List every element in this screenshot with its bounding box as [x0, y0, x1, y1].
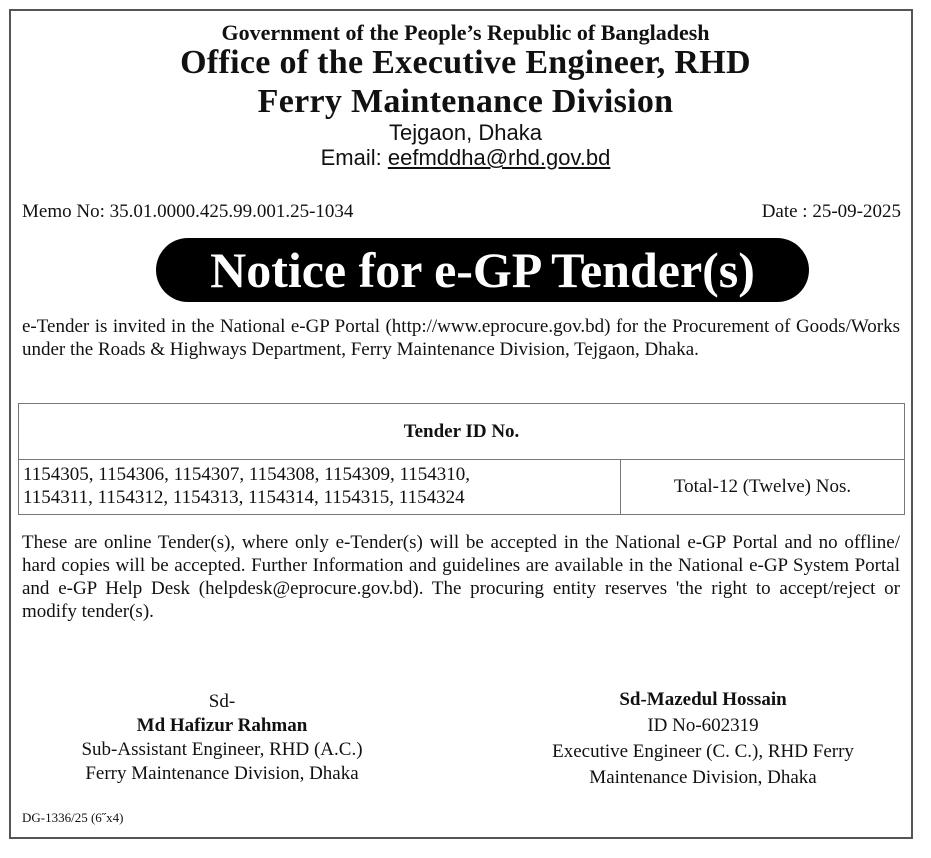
government-heading: Government of the People’s Republic of Bangladesh: [221, 20, 710, 45]
tender-table-header: Tender ID No.: [19, 404, 904, 460]
email-line: [0, 145, 931, 171]
location-text: Tejgaon, Dhaka: [389, 120, 542, 145]
tender-table: [18, 403, 905, 515]
email-label: Email:: [320, 145, 388, 170]
office-heading: Office of the Executive Engineer, RHD: [180, 44, 751, 81]
signatory-designation: Executive Engineer (C. C.), RHD Ferry: [552, 741, 854, 762]
tender-id-line: 1154311, 1154312, 1154313, 1154314, 1154315, 1154324: [23, 487, 465, 508]
tender-id-line: 1154305, 1154306, 1154307, 1154308, 1154309, 1154310,: [23, 464, 471, 485]
memo-number: Memo No: 35.01.0000.425.99.001.25-1034: [22, 201, 354, 222]
intro-paragraph: e-Tender is invited in the National e-GP Portal (http://www.eprocure.gov.bd) for the Procurement of Goods/Works under the Roads & Highways Department, Ferry Maintenance Division, Tejgaon, Dhaka.: [22, 316, 900, 360]
signatory-id: ID No-602319: [647, 715, 759, 736]
signatory-left: [22, 690, 422, 786]
tender-id-list: [19, 460, 621, 514]
signatory-office: Maintenance Division, Dhaka: [589, 767, 817, 788]
online-tender-paragraph: These are online Tender(s), where only e-Tender(s) will be accepted in the National e-GP Portal and no offline/ hard copies will be accepted. Further Information and guidelines are available in the National e-GP System Portal and e-GP Help Desk (helpdesk@eprocure.gov.bd). The procuring entity reserves 'the right to accept/reject or modify tender(s).: [22, 532, 900, 622]
signatory-designation: Sub-Assistant Engineer, RHD (A.C.): [81, 739, 363, 760]
memo-date: Date : 25-09-2025: [761, 201, 901, 222]
tender-total: Total-12 (Twelve) Nos.: [673, 476, 852, 497]
signatory-name: Sd-Mazedul Hossain: [619, 689, 787, 710]
footer-code: DG-1336/25 (6˝x4): [22, 810, 124, 825]
division-heading: Ferry Maintenance Division: [257, 83, 674, 120]
signatory-office: Ferry Maintenance Division, Dhaka: [85, 763, 359, 784]
signatory-sd: Sd-: [208, 691, 236, 712]
signatory-name: Md Hafizur Rahman: [136, 715, 308, 736]
signatory-right: [503, 687, 903, 791]
email-link[interactable]: eefmddha@rhd.gov.bd: [387, 145, 611, 170]
notice-title-banner: Notice for e-GP Tender(s): [156, 238, 809, 302]
